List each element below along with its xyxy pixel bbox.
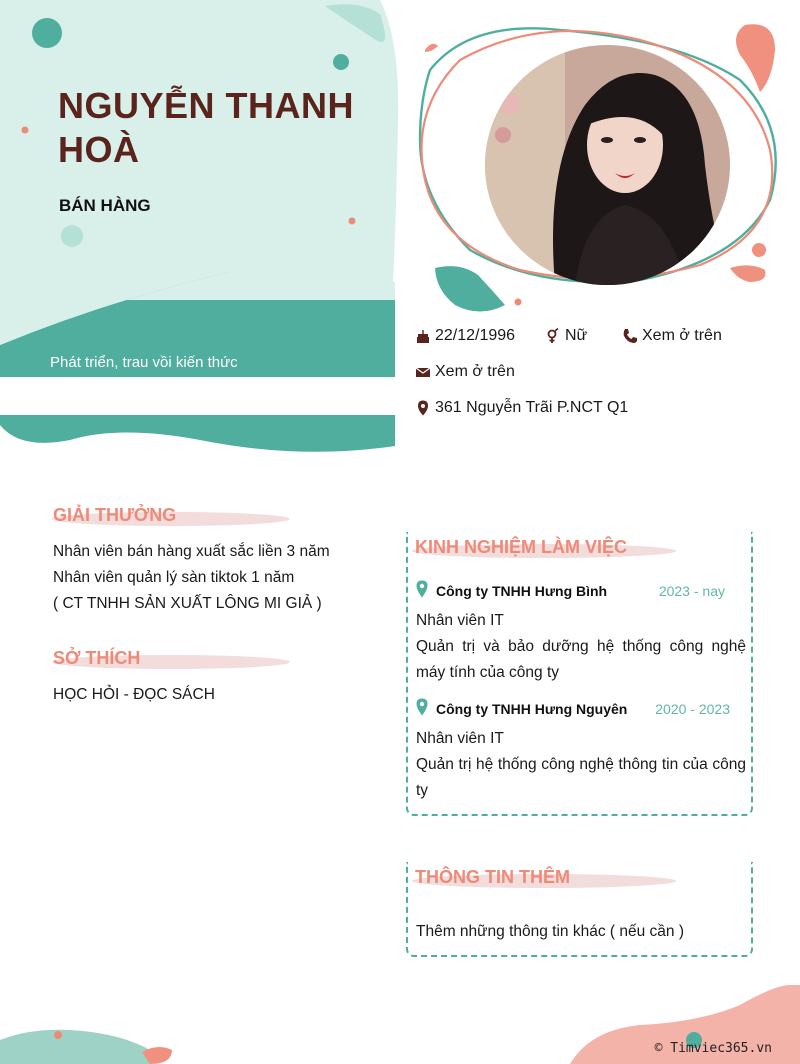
gender-row <box>545 327 587 345</box>
extra-title: THÔNG TIN THÊM <box>415 867 570 887</box>
phone-icon <box>622 328 638 344</box>
experience-role: Nhân viên IT <box>416 730 504 747</box>
address-row <box>415 399 628 417</box>
extra-text: Thêm những thông tin khác ( nếu cần ) <box>416 923 685 940</box>
phone-value: Xem ở trên <box>642 327 722 344</box>
experience-description: Quản trị hệ thống công nghệ thông tin của công ty <box>416 756 746 799</box>
email-value: Xem ở trên <box>435 363 515 380</box>
career-motto: Phát triển, trau vồi kiến thức <box>50 354 238 371</box>
email-row <box>415 363 515 381</box>
birthday-value: 22/12/1996 <box>435 327 516 344</box>
experience-period: 2020 - 2023 <box>655 701 730 717</box>
experience-company: Công ty TNHH Hưng Bình <box>436 583 608 599</box>
awards-title: GIẢI THƯỞNG <box>53 505 177 525</box>
birthday-cake-icon <box>415 328 431 344</box>
experience-description: Quản trị và bảo dưỡng hệ thống công nghệ máy tính của công ty <box>416 638 746 681</box>
email-icon <box>415 364 431 380</box>
gender-value: Nữ <box>565 327 588 344</box>
hobbies-text: HỌC HỎI - ĐỌC SÁCH <box>53 686 215 703</box>
candidate-name: NGUYỄN THANH HOÀ <box>58 85 355 170</box>
phone-row <box>622 327 722 345</box>
map-marker-icon <box>415 400 431 416</box>
job-position: BÁN HÀNG <box>59 196 151 215</box>
award-item: Nhân viên quản lý sàn tiktok 1 năm <box>53 569 295 586</box>
experience-period: 2023 - nay <box>658 583 725 599</box>
profile-photo <box>485 45 730 285</box>
experience-role: Nhân viên IT <box>416 612 504 629</box>
address-value: 361 Nguyễn Trãi P.NCT Q1 <box>435 399 629 416</box>
location-pin-icon <box>416 580 434 600</box>
experience-company: Công ty TNHH Hưng Nguyên <box>436 701 628 717</box>
gender-icon <box>545 328 561 344</box>
footer-copyright[interactable]: © Timviec365.vn <box>654 1041 772 1056</box>
birthday-row <box>415 327 515 345</box>
experience-title: KINH NGHIỆM LÀM VIỆC <box>415 537 628 557</box>
hobbies-title: SỞ THÍCH <box>53 648 141 668</box>
award-item: Nhân viên bán hàng xuất sắc liền 3 năm <box>53 543 330 560</box>
award-item: ( CT TNHH SẢN XUẤT LÔNG MI GIẢ ) <box>53 595 322 612</box>
location-pin-icon <box>416 698 434 718</box>
